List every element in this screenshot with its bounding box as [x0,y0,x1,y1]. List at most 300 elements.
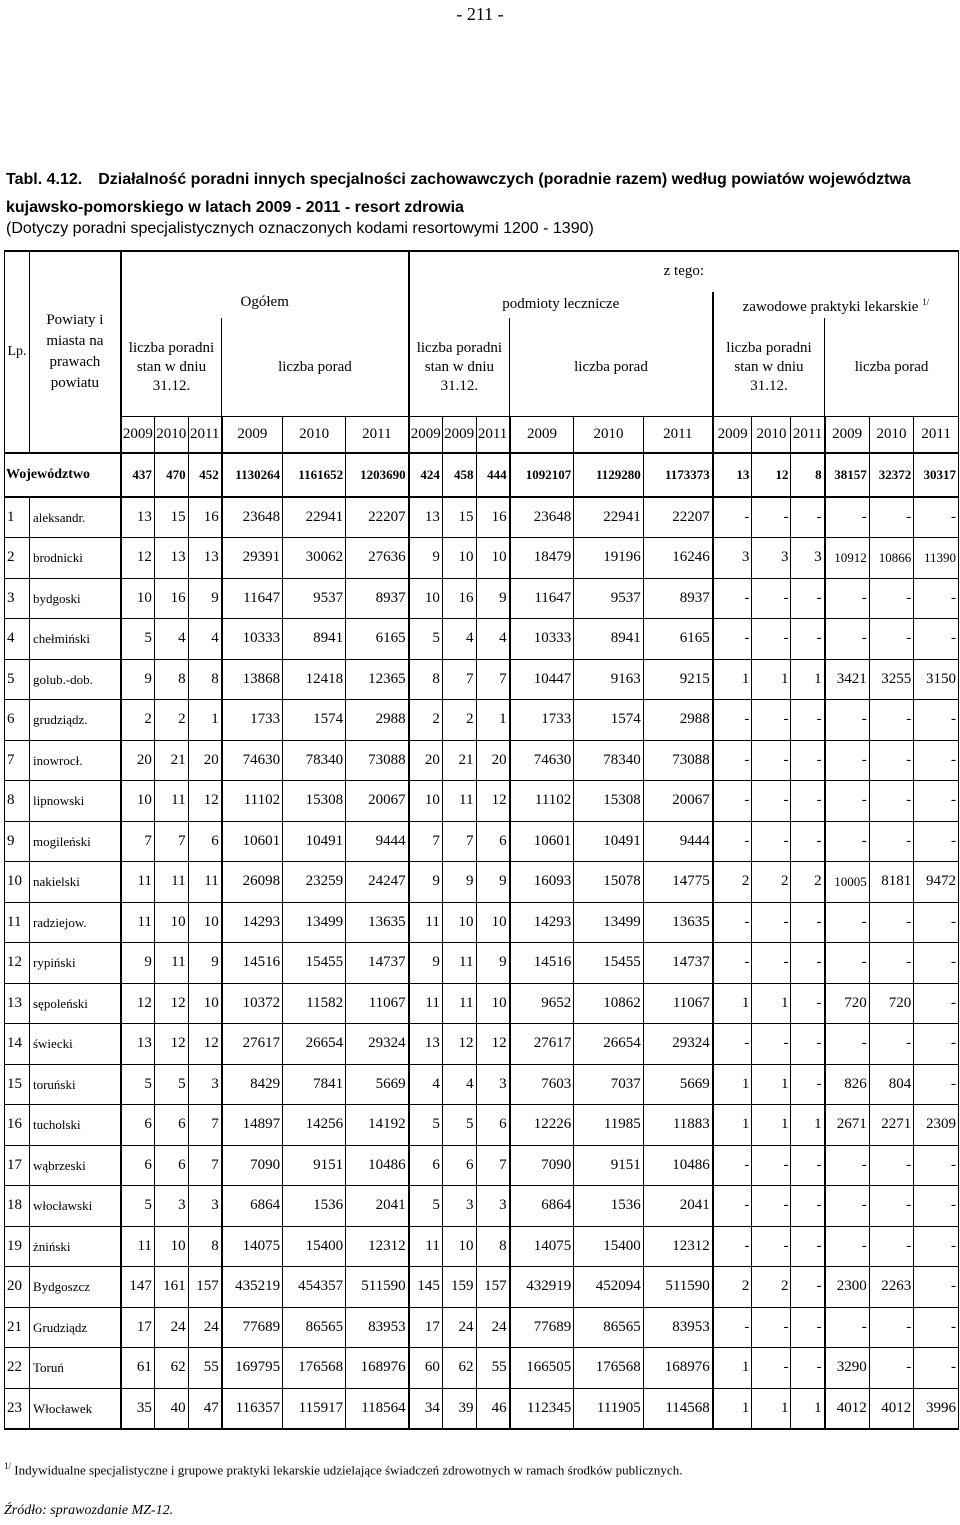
table-cell: - [825,619,870,660]
table-cell: - [914,781,959,822]
year-header: 2011 [476,417,510,453]
table-cell: 7841 [283,1064,346,1105]
table-cell: 1 [752,1105,791,1146]
total-cell: 1173373 [643,453,713,497]
table-cell: 8937 [346,578,409,619]
row-name: toruński [29,1064,120,1105]
table-cell: 10486 [346,1145,409,1186]
table-cell: 10491 [574,821,644,862]
table-row [5,740,959,781]
table-cell: - [825,578,870,619]
table-cell: 8 [476,1226,510,1267]
table-cell: 17 [409,1307,443,1348]
total-cell: 444 [476,453,510,497]
table-cell: 3996 [914,1388,959,1429]
table-cell: 9652 [510,983,574,1024]
row-name: mogileński [29,821,120,862]
row-number: 4 [5,619,30,660]
table-cell: 8 [188,659,222,700]
table-row [5,1307,959,1348]
table-cell: - [791,1145,825,1186]
table-cell: - [791,740,825,781]
table-cell: - [713,578,752,619]
table-cell: 11 [154,862,188,903]
total-cell: 32372 [869,453,914,497]
total-cell: 12 [752,453,791,497]
table-cell: 10 [476,983,510,1024]
table-cell: 8 [154,659,188,700]
table-row [5,983,959,1024]
table-cell: 23648 [222,497,283,538]
table-cell: 2263 [869,1267,914,1308]
table-cell: - [791,902,825,943]
table-cell: 6 [121,1145,155,1186]
table-cell: 62 [154,1348,188,1389]
table-cell: 13868 [222,659,283,700]
table-cell: 3 [188,1186,222,1227]
table-cell: 6165 [643,619,713,660]
table-cell: 9 [476,578,510,619]
table-cell: 3 [713,538,752,579]
table-cell: - [713,1226,752,1267]
table-cell: 8 [409,659,443,700]
table-cell: - [869,1348,914,1389]
table-cell: 11 [409,1226,443,1267]
table-cell: 15455 [283,943,346,984]
table-cell: 12365 [346,659,409,700]
total-cell: 1130264 [222,453,283,497]
row-number: 22 [5,1348,30,1389]
table-cell: 22207 [643,497,713,538]
table-cell: 34 [409,1388,443,1429]
table-cell: 23648 [510,497,574,538]
table-cell: 16093 [510,862,574,903]
table-cell: 40 [154,1388,188,1429]
row-number: 13 [5,983,30,1024]
table-cell: 6 [121,1105,155,1146]
table-row [5,1064,959,1105]
table-cell: - [914,943,959,984]
table-cell: 15078 [574,862,644,903]
table-cell: 1 [188,700,222,741]
table-cell: 9 [476,943,510,984]
total-cell: 30317 [914,453,959,497]
table-cell: - [869,578,914,619]
table-cell: 3 [154,1186,188,1227]
table-cell: 2 [752,1267,791,1308]
table-cell: 16 [476,497,510,538]
row-number: 12 [5,943,30,984]
table-cell: 7 [409,821,443,862]
table-cell: 111905 [574,1388,644,1429]
table-cell: 11 [121,902,155,943]
table-cell: 29324 [643,1024,713,1065]
table-row [5,1105,959,1146]
table-cell: 1 [752,1388,791,1429]
table-cell: 1536 [283,1186,346,1227]
source-note: Źródło: sprawozdanie MZ-12. [4,1503,174,1518]
table-cell: 78340 [574,740,644,781]
table-cell: 454357 [283,1267,346,1308]
table-cell: 12418 [283,659,346,700]
table-cell: 13 [188,538,222,579]
table-cell: - [791,700,825,741]
table-cell: - [869,740,914,781]
table-cell: - [791,1064,825,1105]
table-cell: 2300 [825,1267,870,1308]
table-cell: 55 [476,1348,510,1389]
table-cell: 9537 [283,578,346,619]
total-cell: 38157 [825,453,870,497]
table-cell: 9163 [574,659,644,700]
table-cell: - [914,983,959,1024]
table-cell: 1 [476,700,510,741]
table-cell: 74630 [222,740,283,781]
table-cell: 12 [154,1024,188,1065]
table-cell: 6 [442,1145,476,1186]
table-cell: 11390 [914,538,959,579]
table-cell: 6 [154,1145,188,1186]
table-cell: - [791,1348,825,1389]
table-row [5,1145,959,1186]
table-cell: 11 [121,862,155,903]
table-cell: 9444 [346,821,409,862]
table-cell: 26098 [222,862,283,903]
table-cell: 1 [791,1388,825,1429]
table-cell: 22207 [346,497,409,538]
row-name: brodnicki [29,538,120,579]
table-cell: 3 [476,1064,510,1105]
table-cell: 11 [442,983,476,1024]
table-cell: 1 [713,1348,752,1389]
table-cell: 14075 [222,1226,283,1267]
table-cell: 9215 [643,659,713,700]
table-cell: 10005 [825,862,870,903]
table-cell: 73088 [346,740,409,781]
table-cell: 6864 [222,1186,283,1227]
table-cell: 1 [713,659,752,700]
table-cell: 7603 [510,1064,574,1105]
table-cell: 27617 [222,1024,283,1065]
table-cell: 432919 [510,1267,574,1308]
table-cell: - [713,497,752,538]
table-cell: 11647 [510,578,574,619]
table-cell: 14192 [346,1105,409,1146]
table-cell: 5 [409,1105,443,1146]
table-cell: - [825,1226,870,1267]
total-cell: 437 [121,453,155,497]
table-cell: 12 [476,1024,510,1065]
table-cell: 12312 [346,1226,409,1267]
table-cell: - [752,821,791,862]
table-cell: - [752,740,791,781]
table-cell: 26654 [283,1024,346,1065]
table-cell: 16246 [643,538,713,579]
table-cell: 116357 [222,1388,283,1429]
podmioty-liczba-porad: liczba porad [510,318,713,417]
table-cell: 4 [442,619,476,660]
table-cell: 10 [154,1226,188,1267]
table-cell: 55 [188,1348,222,1389]
row-name: sępoleński [29,983,120,1024]
table-row [5,862,959,903]
table-cell: 10 [154,902,188,943]
table-cell: - [825,497,870,538]
table-cell: 10866 [869,538,914,579]
table-cell: 29391 [222,538,283,579]
table-cell: 452094 [574,1267,644,1308]
table-cell: 13 [409,1024,443,1065]
table-cell: 12 [154,983,188,1024]
table-cell: 29324 [346,1024,409,1065]
table-row [5,1226,959,1267]
table-cell: - [825,1145,870,1186]
table-cell: - [914,821,959,862]
table-cell: - [914,1145,959,1186]
table-cell: - [752,1307,791,1348]
table-cell: 20 [409,740,443,781]
table-cell: - [825,1186,870,1227]
table-cell: 13 [121,497,155,538]
table-cell: 720 [825,983,870,1024]
table-cell: 14256 [283,1105,346,1146]
row-name: Toruń [29,1348,120,1389]
year-header: 2009 [442,417,476,453]
row-number: 23 [5,1388,30,1429]
table-cell: - [752,1348,791,1389]
total-cell: 1092107 [510,453,574,497]
table-cell: 5 [442,1105,476,1146]
row-number: 7 [5,740,30,781]
total-cell: 1129280 [574,453,644,497]
table-cell: 11647 [222,578,283,619]
year-header: 2009 [222,417,283,453]
row-number: 14 [5,1024,30,1065]
table-cell: - [914,700,959,741]
table-cell: 9444 [643,821,713,862]
table-cell: 4 [442,1064,476,1105]
table-cell: 6864 [510,1186,574,1227]
table-cell: - [825,1024,870,1065]
table-cell: 20 [121,740,155,781]
table-cell: 10 [121,578,155,619]
table-cell: 2671 [825,1105,870,1146]
table-cell: 8941 [283,619,346,660]
table-cell: 78340 [283,740,346,781]
table-cell: 8429 [222,1064,283,1105]
table-cell: - [752,1024,791,1065]
table-cell: 1 [791,659,825,700]
table-cell: 10 [442,538,476,579]
table-cell: 11582 [283,983,346,1024]
year-header: 2009 [713,417,752,453]
footnote-mark: 1/ [4,1461,12,1471]
table-cell: 5669 [643,1064,713,1105]
table-cell: 11985 [574,1105,644,1146]
table-row [5,1348,959,1389]
zawodowe-liczba-porad: liczba porad [825,318,959,417]
table-cell: 39 [442,1388,476,1429]
table-cell: - [791,821,825,862]
row-name: świecki [29,1024,120,1065]
table-row [5,1388,959,1429]
table-cell: - [713,1307,752,1348]
table-cell: 13 [154,538,188,579]
row-name: wąbrzeski [29,1145,120,1186]
table-cell: - [752,943,791,984]
table-cell: 2309 [914,1105,959,1146]
table-cell: 1574 [574,700,644,741]
table-cell: 10601 [510,821,574,862]
table-cell: - [713,1024,752,1065]
table-row [5,659,959,700]
table-cell: 7 [188,1145,222,1186]
row-name: bydgoski [29,578,120,619]
table-cell: 11067 [346,983,409,1024]
total-cell: 8 [791,453,825,497]
table-row [5,619,959,660]
table-cell: - [914,619,959,660]
table-cell: 168976 [346,1348,409,1389]
table-cell: 1733 [510,700,574,741]
table-cell: 3421 [825,659,870,700]
table-cell: 1 [713,1388,752,1429]
table-cell: 4 [188,619,222,660]
footnote-ref: 1/ [922,296,930,307]
zawodowe-label: zawodowe praktyki lekarskie [742,298,919,315]
table-cell: - [869,1226,914,1267]
table-cell: 7 [476,1145,510,1186]
table-cell: 9 [121,659,155,700]
table-cell: - [791,1186,825,1227]
table-cell: 5 [154,1064,188,1105]
row-number: 10 [5,862,30,903]
table-cell: 10333 [222,619,283,660]
table-cell: - [869,1145,914,1186]
total-cell: 1161652 [283,453,346,497]
table-cell: - [869,943,914,984]
table-cell: 12 [121,538,155,579]
table-cell: 10 [188,983,222,1024]
table-cell: 1733 [222,700,283,741]
table-cell: 10333 [510,619,574,660]
table-cell: - [713,821,752,862]
table-cell: - [791,1024,825,1065]
table-cell: 157 [188,1267,222,1308]
table-cell: - [713,1186,752,1227]
table-cell: 10491 [283,821,346,862]
table-cell: 15 [154,497,188,538]
table-cell: 15400 [574,1226,644,1267]
table-cell: 4012 [825,1388,870,1429]
table-cell: - [914,1024,959,1065]
table-cell: 9 [409,943,443,984]
table-cell: 74630 [510,740,574,781]
year-header: 2010 [869,417,914,453]
table-cell: 10 [409,781,443,822]
table-cell: - [791,943,825,984]
table-cell: 3150 [914,659,959,700]
table-cell: 13635 [643,902,713,943]
table-cell: 6 [409,1145,443,1186]
table-label: Tabl. 4.12. [6,171,83,188]
row-number: 17 [5,1145,30,1186]
table-cell: 11 [442,943,476,984]
year-header: 2009 [510,417,574,453]
year-header: 2011 [643,417,713,453]
table-cell: 10447 [510,659,574,700]
table-cell: 47 [188,1388,222,1429]
table-cell: 826 [825,1064,870,1105]
total-row-label: Województwo [5,453,121,497]
table-title [6,166,956,222]
table-cell: 2 [442,700,476,741]
table-cell: 7 [476,659,510,700]
table-cell: 10 [442,902,476,943]
powiaty-header: Powiaty i miasta na prawach powiatu [29,251,120,453]
table-cell: - [713,902,752,943]
row-number: 5 [5,659,30,700]
table-cell: 9 [121,943,155,984]
table-cell: 2 [713,1267,752,1308]
table-cell: 77689 [222,1307,283,1348]
table-cell: 1 [752,983,791,1024]
table-cell: 20067 [346,781,409,822]
table-cell: - [791,497,825,538]
row-name: chełmiński [29,619,120,660]
year-header: 2011 [791,417,825,453]
table-cell: 1536 [574,1186,644,1227]
row-number: 6 [5,700,30,741]
table-row [5,1024,959,1065]
table-cell: - [825,781,870,822]
table-cell: - [869,1186,914,1227]
table-cell: 1 [752,1064,791,1105]
year-header: 2009 [409,417,443,453]
table-cell: 3 [188,1064,222,1105]
table-cell: 17 [121,1307,155,1348]
table-cell: 8937 [643,578,713,619]
table-cell: 12 [121,983,155,1024]
table-row [5,497,959,538]
table-cell: 10 [409,578,443,619]
table-cell: 19196 [574,538,644,579]
table-cell: 3290 [825,1348,870,1389]
table-cell: 11102 [222,781,283,822]
table-cell: 46 [476,1388,510,1429]
table-cell: 4 [154,619,188,660]
table-cell: 10 [476,902,510,943]
table-cell: 2 [154,700,188,741]
table-cell: 16 [442,578,476,619]
table-cell: - [914,1267,959,1308]
table-cell: 12312 [643,1226,713,1267]
table-cell: 15308 [283,781,346,822]
table-cell: 8 [188,1226,222,1267]
table-cell: - [825,1307,870,1348]
table-cell: 511590 [643,1267,713,1308]
table-cell: 10601 [222,821,283,862]
table-cell: 4 [476,619,510,660]
row-name: aleksandr. [29,497,120,538]
table-cell: - [869,619,914,660]
table-cell: 7037 [574,1064,644,1105]
row-number: 3 [5,578,30,619]
table-cell: 9 [409,538,443,579]
table-cell: 13499 [283,902,346,943]
row-name: lipnowski [29,781,120,822]
table-cell: 4012 [869,1388,914,1429]
